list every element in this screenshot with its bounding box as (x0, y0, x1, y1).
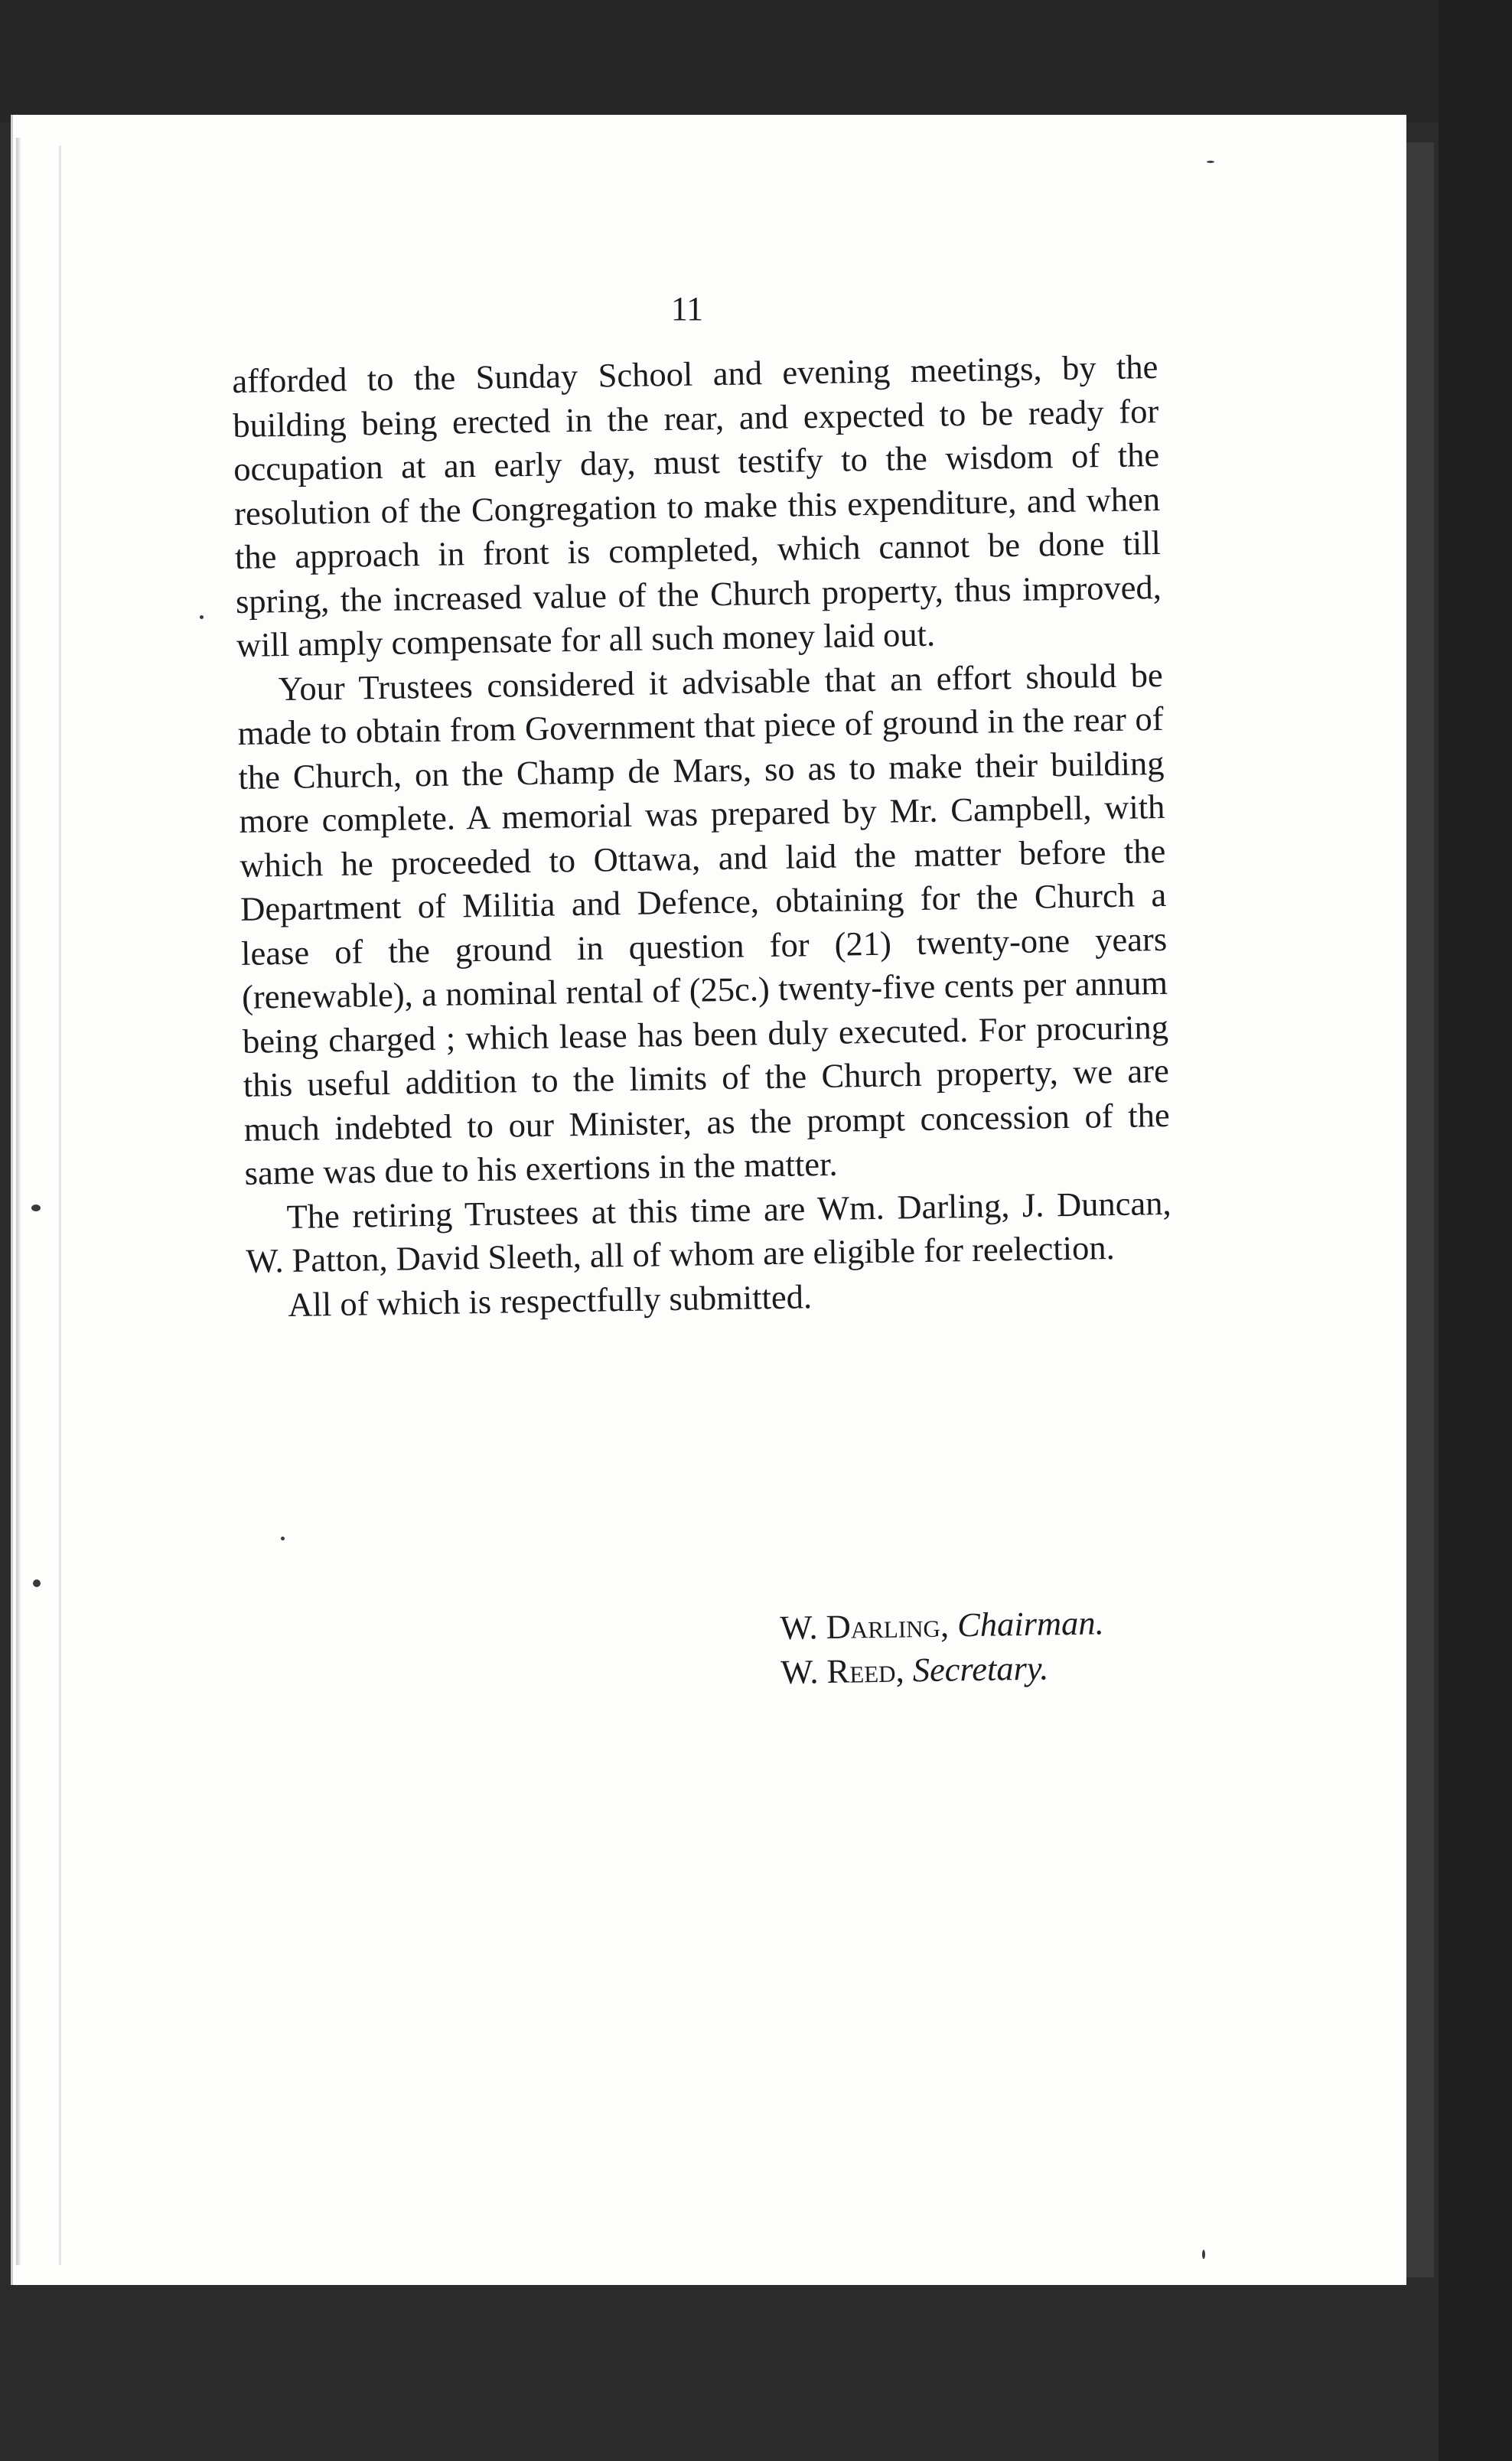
paragraph-retiring-trustees: The retiring Trustees at this time are Wm. Darling, J. Duncan, W. Patton, David Sleeth, all of whom are eligible for reelection. (246, 1183, 1171, 1280)
signature-block (780, 1599, 1210, 1694)
scan-backdrop-right (1439, 0, 1512, 2461)
paragraph-building: afforded to the Sunday School and evening meetings, by the building being erected in the rear, and expected to be ready for occupation at an early day, must testify to the wisdom of the resolution of the Congregation to make this expenditure, and when the approach in front is completed, which cannot be done till spring, the increased value of the Church property, thus improved, will amply compensate for all such money laid out. (232, 347, 1162, 664)
ink-speck (200, 615, 204, 619)
signature-title: Chairman. (956, 1603, 1105, 1644)
document-page (11, 115, 1406, 2285)
signature-name: W. Reed, (780, 1651, 904, 1691)
ink-speck (31, 1204, 41, 1211)
ink-speck (1202, 2250, 1205, 2259)
paragraph-government-lease: Your Trustees considered it advisable that an effort should be made to obtain from Government that piece of ground in the rear of the Church, on the Champ de Mars, so as to make their building more complete. A memorial was prepared by Mr. Campbell, with which he proceeded to Ottawa, and laid the matter before the Department of Militia and Defence, obtaining for the Church a lease of the ground in question for (21) twenty-one years (renewable), a nominal rental of (25c.) twenty-five cents per annum being charged ; which lease has been duly executed. For procuring this useful addition to the limits of the Church property, we are much indebted to our Minister, as the prompt concession of the same was due to his exertions in the matter. (237, 655, 1171, 1192)
signature-title: Secretary. (912, 1648, 1049, 1690)
scan-backdrop-top (0, 0, 1512, 122)
paragraph-closing: All of which is respectfully submitted. (288, 1276, 813, 1324)
page-number: 11 (670, 290, 704, 328)
signature-secretary (780, 1643, 1210, 1694)
report-body (232, 345, 1173, 1328)
page-edge-shadow (1406, 142, 1434, 2277)
ink-speck (1207, 161, 1214, 163)
signature-name: W. Darling, (780, 1605, 950, 1647)
ink-speck (281, 1537, 285, 1540)
signature-chairman (780, 1599, 1209, 1650)
ink-speck (33, 1579, 41, 1587)
